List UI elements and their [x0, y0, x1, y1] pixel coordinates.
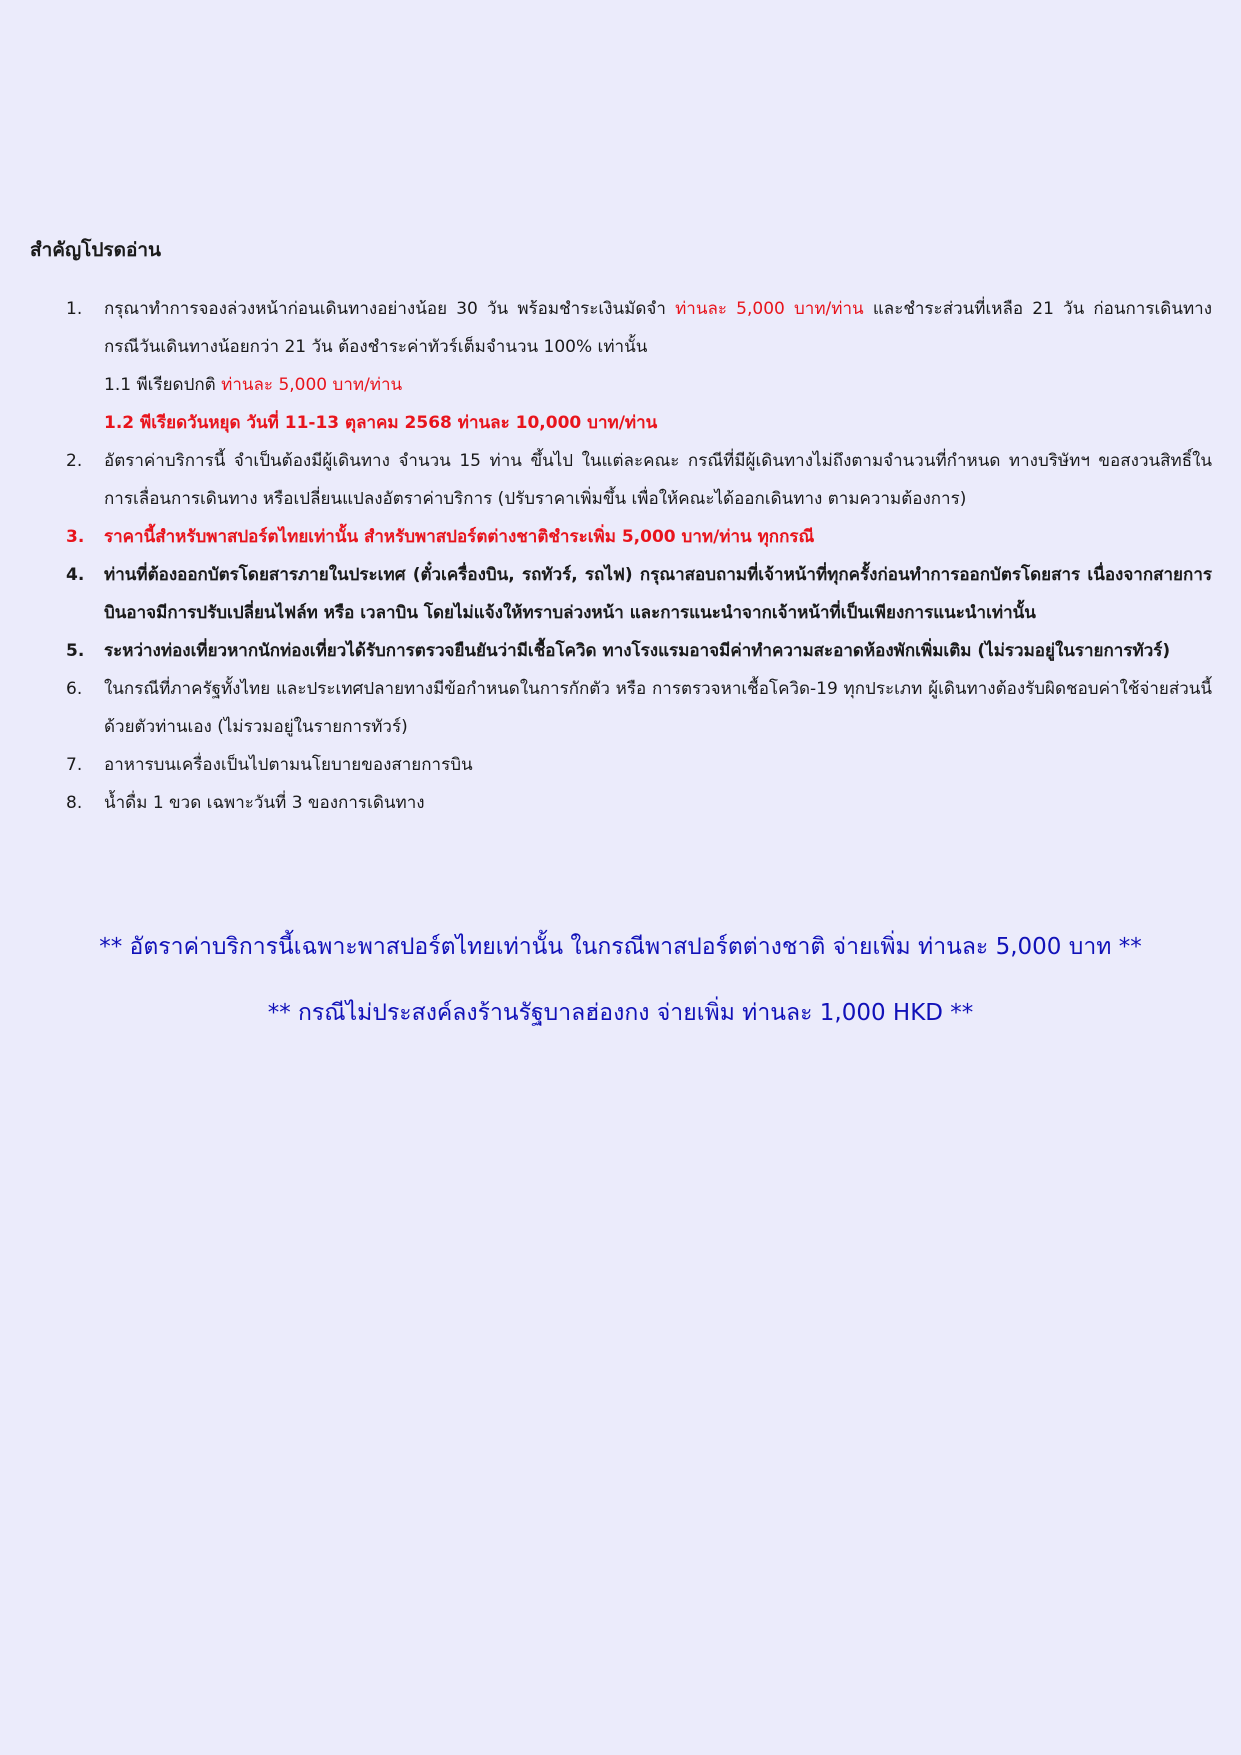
list-item-5	[66, 632, 1212, 670]
foreign-passport-notice: ** อัตราค่าบริการนี้เฉพาะพาสปอร์ตไทยเท่านั้น ในกรณีพาสปอร์ตต่างชาติ จ่ายเพิ่ม ท่านละ 5,000 บาท **	[99, 934, 1142, 960]
page-heading: สำคัญโปรดอ่าน	[30, 239, 162, 261]
list-text: อัตราค่าบริการนี้ จำเป็นต้องมีผู้เดินทาง จำนวน 15 ท่าน ขึ้นไป ในแต่ละคณะ กรณีที่มีผู้เดินทางไม่ถึงตามจำนวนที่กำหนด ทางบริษัทฯ ขอสงวนสิทธิ์ในการเลื่อนการเดินทาง หรือเปลี่ยนแปลงอัตราค่าบริการ (ปรับราคาเพิ่มขึ้น เพื่อให้คณะได้ออกเดินทาง ตามความต้องการ)	[104, 451, 1212, 509]
list-item-4	[66, 556, 1212, 632]
list-number: 1.	[66, 299, 83, 319]
list-text-part: กรุณาทำการจองล่วงหน้าก่อนเดินทางอย่างน้อย 30 วัน พร้อมชำระเงินมัดจำ	[104, 299, 676, 319]
list-text	[104, 290, 1212, 366]
list-text: น้ำดื่ม 1 ขวด เฉพาะวันที่ 3 ของการเดินทาง	[104, 793, 425, 813]
list-item-3	[66, 518, 1212, 556]
shopping-skip-notice: ** กรณีไม่ประสงค์ลงร้านรัฐบาลฮ่องกง จ่ายเพิ่ม ท่านละ 1,000 HKD **	[267, 1000, 974, 1026]
important-notes-list	[66, 290, 1212, 822]
sub-item-1-2: 1.2 พีเรียดวันหยุด วันที่ 11-13 ตุลาคม 2568 ท่านละ 10,000 บาท/ท่าน	[104, 413, 658, 433]
list-number: 5.	[66, 641, 85, 661]
list-text: อาหารบนเครื่องเป็นไปตามนโยบายของสายการบิน	[104, 755, 473, 775]
regular-period-price: ท่านละ 5,000 บาท/ท่าน	[221, 375, 403, 395]
deposit-highlight: ท่านละ 5,000 บาท/ท่าน	[675, 299, 864, 319]
list-item-6	[66, 670, 1212, 746]
list-text: ระหว่างท่องเที่ยวหากนักท่องเที่ยวได้รับการตรวจยืนยันว่ามีเชื้อโควิด ทางโรงแรมอาจมีค่าทำความสะอาดห้องพักเพิ่มเติม (ไม่รวมอยู่ในรายการทัวร์)	[104, 641, 1171, 661]
list-text: ท่านที่ต้องออกบัตรโดยสารภายในประเทศ (ตั๋วเครื่องบิน, รถทัวร์, รถไฟ) กรุณาสอบถามที่เจ้าหน้าที่ทุกครั้งก่อนทำการออกบัตรโดยสาร เนื่องจากสายการบินอาจมีการปรับเปลี่ยนไฟล์ท หรือ เวลาบิน โดยไม่แจ้งให้ทราบล่วงหน้า และการแนะนำจากเจ้าหน้าที่เป็นเพียงการแนะนำเท่านั้น	[104, 565, 1212, 623]
list-text: ในกรณีที่ภาครัฐทั้งไทย และประเทศปลายทางมีข้อกำหนดในการกักตัว หรือ การตรวจหาเชื้อโควิด-19 ทุกประเภท ผู้เดินทางต้องรับผิดชอบค่าใช้จ่ายส่วนนี้ด้วยตัวท่านเอง (ไม่รวมอยู่ในรายการทัวร์)	[104, 679, 1212, 737]
sub-item-label: 1.1 พีเรียดปกติ	[104, 375, 222, 395]
list-item-1	[66, 290, 1212, 366]
list-number: 7.	[66, 755, 83, 775]
list-text-part: และชำระส่วนที่เหลือ 21 วัน ก่อนการเดินทาง กรณีวันเดินทางน้อยกว่า 21 วัน ต้องชำระค่าทัวร์เต็มจำนวน 100% เท่านั้น	[104, 299, 1213, 357]
list-number: 4.	[66, 565, 85, 585]
list-number: 2.	[66, 451, 83, 471]
list-text: ราคานี้สำหรับพาสปอร์ตไทยเท่านั้น สำหรับพาสปอร์ตต่างชาติชำระเพิ่ม 5,000 บาท/ท่าน ทุกกรณี	[104, 527, 815, 547]
list-number: 8.	[66, 793, 83, 813]
list-item-8	[66, 784, 1212, 822]
list-item-7	[66, 746, 1212, 784]
sub-item-1-1	[66, 366, 1212, 404]
list-item-2	[66, 442, 1212, 518]
list-number: 6.	[66, 679, 83, 699]
list-number: 3.	[66, 527, 85, 547]
